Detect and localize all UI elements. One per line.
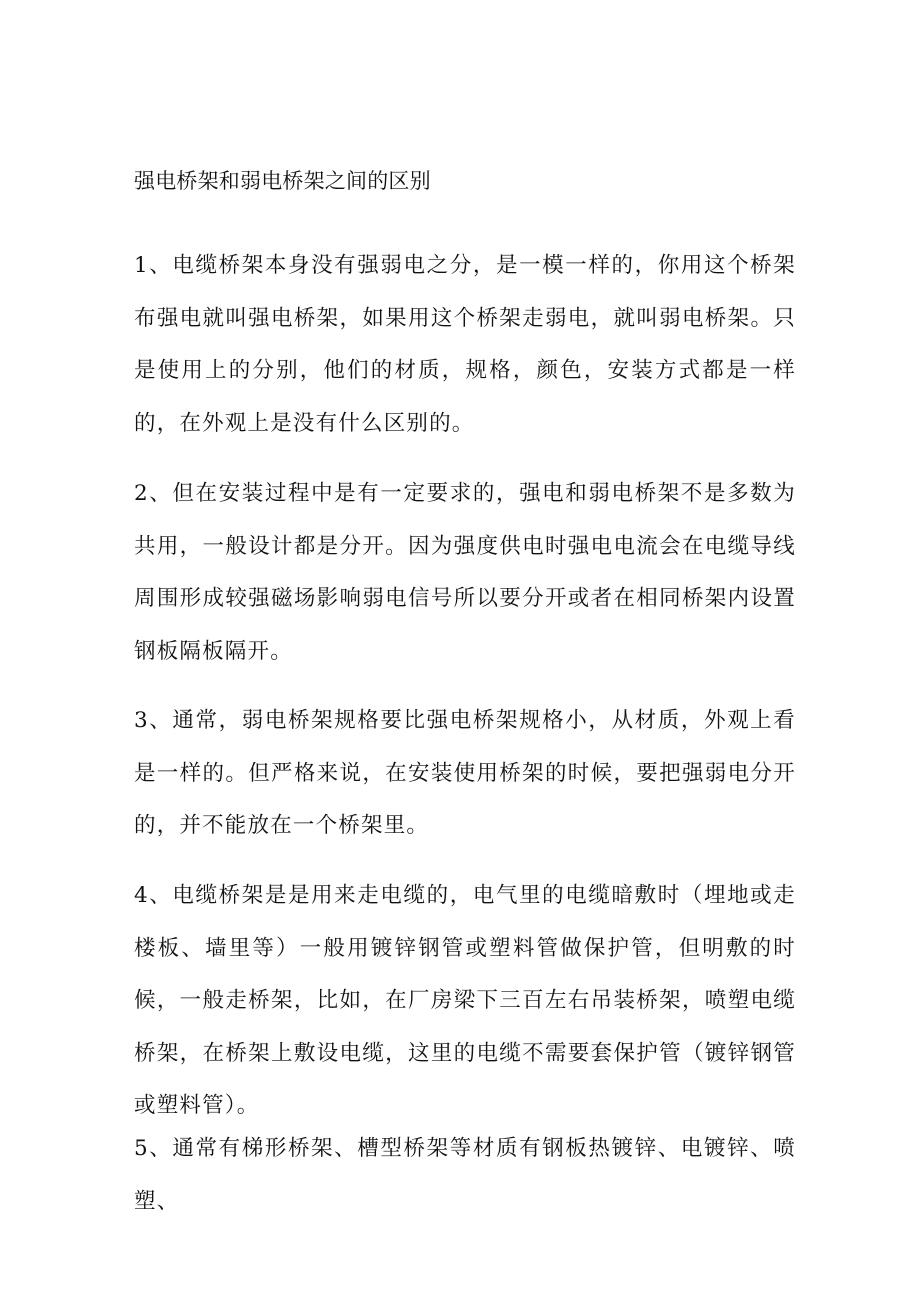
paragraph-5: 5、通常有梯形桥架、槽型桥架等材质有钢板热镀锌、电镀锌、喷塑、 xyxy=(134,1136,796,1214)
paragraph-4: 4、电缆桥架是是用来走电缆的，电气里的电缆暗敷时（埋地或走楼板、墙里等）一般用镀锌钢管或塑料管做保护管，但明敷的时候，一般走桥架，比如，在厂房梁下三百左右吊装桥架，喷塑电缆桥架，在桥架上敷设电缆，这里的电缆不需要套保护管（镀锌钢管或塑料管）。 xyxy=(134,883,796,1118)
paragraph-3: 3、通常，弱电桥架规格要比强电桥架规格小，从材质，外观上看是一样的。但严格来说，在安装使用桥架的时候，要把强弱电分开的，并不能放在一个桥架里。 xyxy=(134,708,796,838)
paragraph-1: 1、电缆桥架本身没有强弱电之分，是一模一样的，你用这个桥架布强电就叫强电桥架，如果用这个桥架走弱电，就叫弱电桥架。只是使用上的分别，他们的材质，规格，颜色，安装方式都是一样的，在外观上是没有什么区别的。 xyxy=(134,253,796,436)
paragraph-2: 2、但在安装过程中是有一定要求的，强电和弱电桥架不是多数为共用，一般设计都是分开。因为强度供电时强电电流会在电缆导线周围形成较强磁场影响弱电信号所以要分开或者在相同桥架内设置钢板隔板隔开。 xyxy=(134,481,796,664)
document-title: 强电桥架和弱电桥架之间的区别 xyxy=(134,169,431,193)
